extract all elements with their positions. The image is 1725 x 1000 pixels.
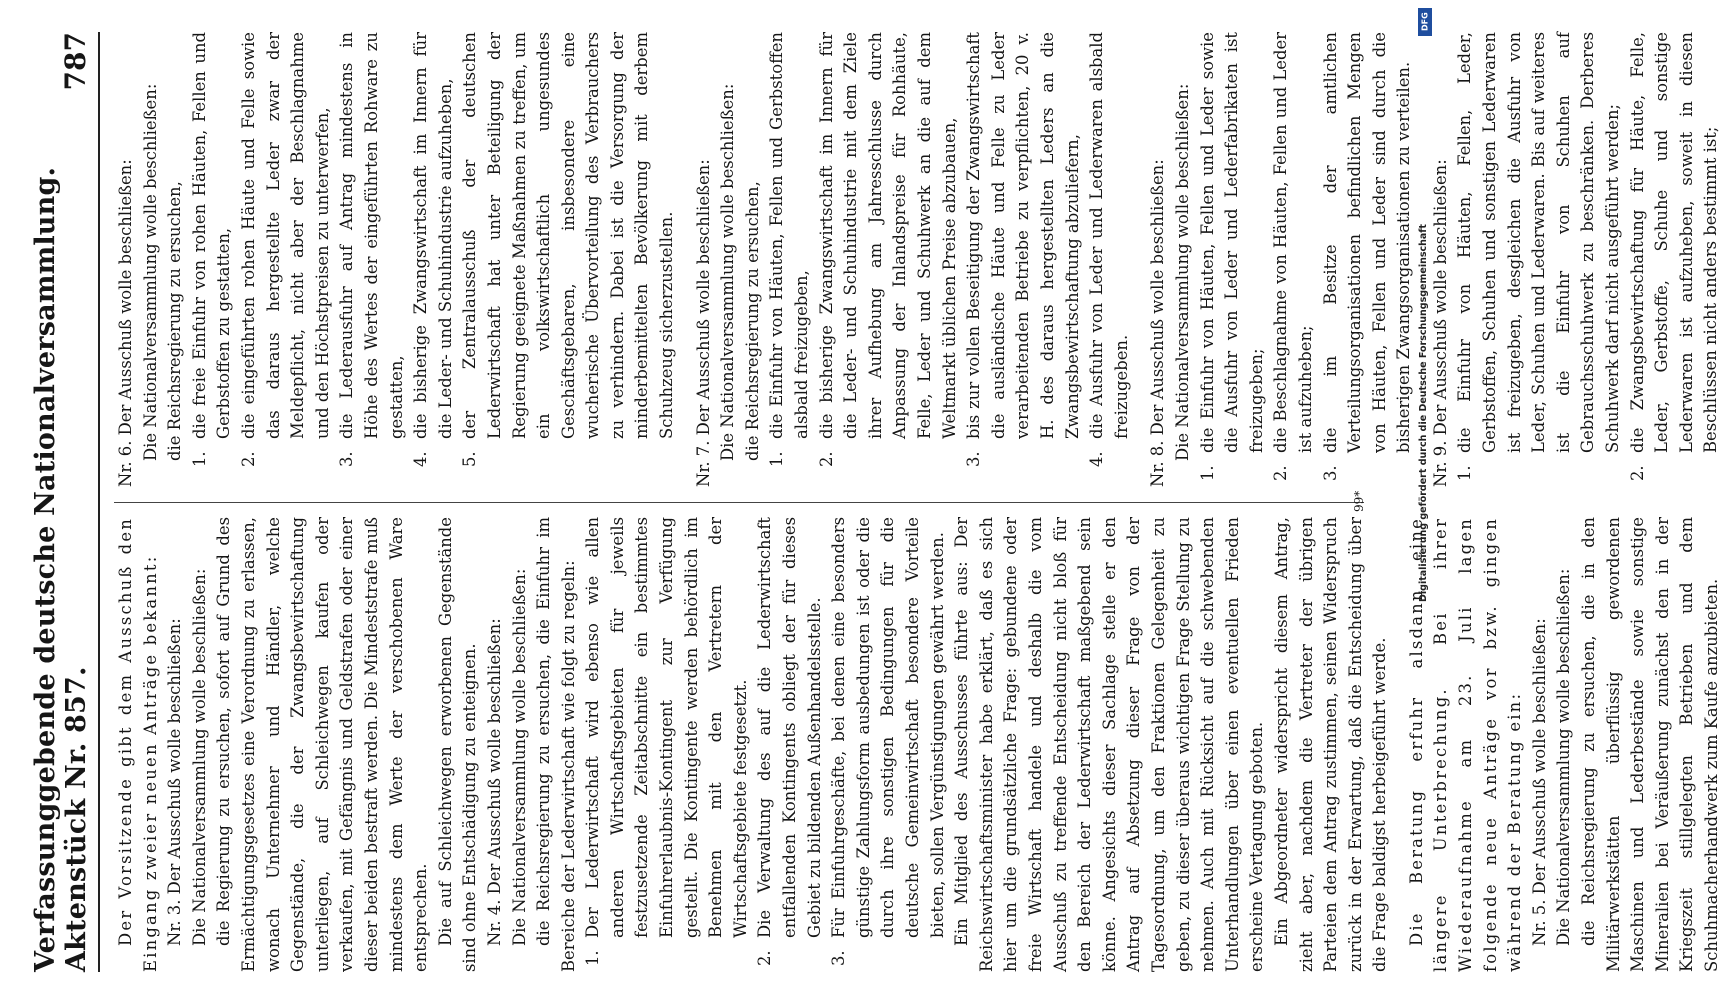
item-text: die eingeführten rohen Häute und Felle sowie das daraus hergestellte Leder zwar der Meldepflicht, nicht aber der Beschlagnahme und den Höchstpreisen zu unterwerfen, xyxy=(238,32,332,439)
motion-sub: Die Nationalversammlung wolle beschließen: xyxy=(140,83,160,461)
motion-nr4-heading xyxy=(483,517,508,972)
item-text: die freie Einfuhr von rohen Häuten, Fellen und Gerbstoffen zu gestatten, xyxy=(189,32,234,439)
motion-label: Nr. 6. xyxy=(116,440,135,487)
list-item xyxy=(409,32,458,487)
motion-text: die Reichsregierung zu ersuchen, die Einfuhr im Bereiche der Lederwirtschaft wie folgt zu regeln: xyxy=(534,517,578,972)
motion-text: die Regierung zu ersuchen, sofort auf Grund des Ermächtigungsgesetzes eine Verordnung zu erlassen, wonach Unternehmer und Händler, welche Gegenstände, die der Zwangsbewirtschaftung unterliegen, auf Schleichwegen kaufen oder verkaufen, mit Gefängnis und Geldstrafen oder einer dieser beiden bestraft werden. Die Mindeststrafe muß mindestens dem Werte der verschobenen Ware entsprechen. xyxy=(214,517,431,972)
item-text: die Einfuhr von Häuten, Fellen und Gerbstoffen alsbald freizugeben, xyxy=(767,32,812,439)
motion-text: die Reichsregierung zu ersuchen, die in den Militärwerkstätten überflüssig gewordenen Maschinen und Lederbestände sowie sonstige Mineralien bei Veräußerung zunächst den in der Kriegszeit stillgelegten Betrieben und dem Schuhmacherhandwerk zum Kaufe anzubieten. xyxy=(1579,517,1721,972)
item-number: 3. xyxy=(964,451,984,467)
left-column xyxy=(114,517,1721,972)
item-text: Der Lederwirtschaft wird ebenso wie allen anderen Wirtschaftsgebieten für jeweils festzusetzende Zeitabschnitte ein bestimmtes Einfuhrerlaubnis-Kontingent zur Verfügung gestellt. Die Kontingente werden behördlich im Benehmen mit den Vertretern der Wirtschaftsgebiete festgesetzt. xyxy=(583,517,750,938)
item-number: 1. xyxy=(583,950,603,966)
item-text: die Ausfuhr von Leder und Lederwaren alsbald freizugeben. xyxy=(1087,32,1131,439)
item-text: Für Einfuhrgeschäfte, bei denen eine besonders günstige Zahlungsform ausbedungen ist oder die durch ihre sonstigen Bedingungen für die deutsche Gemeinwirtschaft besondere Vorteile bieten, sollen Vergünstigungen gewährt werden. xyxy=(829,517,947,938)
item-number: 4. xyxy=(1087,451,1107,467)
motion-label: Nr. 4. xyxy=(484,899,504,946)
list-item xyxy=(815,32,963,487)
motion-sub: Die Nationalversammlung wolle beschließen: xyxy=(509,568,529,946)
motion-text: die Reichsregierung zu ersuchen, xyxy=(742,181,762,461)
motion-sub: Die Nationalversammlung wolle beschließen: xyxy=(718,83,738,461)
discussion-paragraph: Ein Mitglied des Ausschusses führte aus: Der Reichswirtschaftsminister habe erklärt, daß es sich hier um die grundsätzliche Frage: gebundene oder freie Wirtschaft handele und deshalb die vom Ausschuß zu treffende Entscheidung nicht bloß für den Bereich der Lederwirtschaft maßgebend sein könne. Angesichts dieser Sachlage stelle er den Antrag auf Absetzung dieser Frage von der Tagesordnung, um den Fraktionen Gelegenheit zu geben, zu dieser überaus wichtigen Frage Stellung zu nehmen. Auch mit Rücksicht auf die schwebenden Unterhandlungen über einen eventuellen Frieden erscheine Vertagung geboten. xyxy=(952,517,1267,972)
motion-label: Nr. 8. xyxy=(1148,440,1168,487)
motion-sub: Die Nationalversammlung wolle beschließen: xyxy=(1172,83,1192,461)
motion-lead: Der Ausschuß wolle beschließen: xyxy=(1148,159,1168,436)
list-item xyxy=(1269,32,1318,487)
list-item xyxy=(237,32,335,487)
list-item xyxy=(1626,32,1724,487)
list-item xyxy=(1453,32,1625,487)
motion-nr6-heading xyxy=(114,32,139,487)
motion-nr7-heading xyxy=(692,32,717,487)
page-number: 787 xyxy=(59,32,92,91)
list-item xyxy=(1319,32,1417,487)
item-number: 1. xyxy=(189,451,209,467)
item-number: 3. xyxy=(829,950,849,966)
item-number: 2. xyxy=(1271,465,1291,481)
motion-nr3-heading xyxy=(163,517,188,972)
item-number: 2. xyxy=(755,950,775,966)
item-number: 2. xyxy=(816,451,836,467)
discussion-paragraph: Die Beratung erfuhr alsdann eine längere Unterbrechung. Bei ihrer Wiederaufnahme am 23. Juli lagen folgende neue Anträge vor bzw. gingen während der Beratung ein: xyxy=(1406,517,1525,972)
motion-lead: Der Ausschuß wolle beschließen: xyxy=(693,159,713,436)
dfg-logo: DFG xyxy=(1418,8,1432,36)
item-number: 5. xyxy=(460,451,480,467)
motion-label: Nr. 9. xyxy=(1430,440,1450,487)
item-number: 1. xyxy=(1197,465,1217,481)
item-text: die Zwangsbewirtschaftung für Häute, Felle, Leder, Gerbstoffe, Schuhe und sonstige Lederwaren ist aufzuheben, soweit in diesen Beschlüssen nicht anders bestimmt ist; xyxy=(1627,32,1721,453)
column-divider xyxy=(114,502,1364,503)
item-number: 1. xyxy=(767,451,787,467)
page-title: Verfassunggebende deutsche Nationalversammlung. Aktenstück Nr. 857. xyxy=(30,166,92,972)
item-text: die Beschlagnahme von Häuten, Fellen und Leder ist aufzuheben; xyxy=(1271,32,1315,453)
motion-lead: Der Ausschuß wolle beschließen: xyxy=(484,618,504,895)
motion-lead: Der Ausschuß wolle beschließen: xyxy=(1430,159,1450,436)
motion-label: Nr. 7. xyxy=(693,440,713,487)
item-text: der Zentralausschuß der deutschen Lederwirtschaft hat unter Beteiligung der Regierung geeignete Maßnahmen zu treffen, um ein volkswirtschaftlich ungesundes Geschäftsgebaren, insbesondere eine wucherische Übervorteilung des Verbrauchers zu verhindern. Dabei ist die Versorgung der minderbemittelten Bevölkerung mit derbem Schuhzeug sicherzustellen. xyxy=(460,32,677,439)
item-text: die Einfuhr von Häuten, Fellen, Leder, Gerbstoffen, Schuhen und sonstigen Lederwaren ist freizugeben, desgleichen die Ausfuhr von Leder, Schuhen und Lederwaren. Bis auf weiteres ist die Einfuhr von Schuhen auf Gebrauchsschuhwerk zu beschränken. Derberes Schuhwerk darf nicht ausgeführt werden; xyxy=(1455,32,1623,453)
item-number: 1. xyxy=(1455,465,1475,481)
intro-paragraph: Der Vorsitzende gibt dem Ausschuß den Eingang zweier neuen Anträge bekannt: xyxy=(116,517,160,972)
item-number: 2. xyxy=(1627,465,1647,481)
item-text: die Einfuhr von Häuten, Fellen und Leder sowie die Ausfuhr von Leder und Lederfabrikaten ist freizugeben; xyxy=(1197,32,1266,453)
motion-sub: Die Nationalversammlung wolle beschließen: xyxy=(189,568,209,946)
list-item xyxy=(1085,32,1134,487)
motion-label: Nr. 5. xyxy=(1529,899,1549,946)
list-item xyxy=(581,517,753,972)
item-text: die Lederausfuhr auf Antrag mindestens in Höhe des Wertes der eingeführten Rohware zu gestatten, xyxy=(337,32,406,439)
spacer xyxy=(1393,517,1405,972)
spacer xyxy=(680,32,692,487)
motion-text: die Reichsregierung zu ersuchen, xyxy=(165,181,185,461)
list-item xyxy=(188,32,237,487)
motion-text: Die auf Schleichwegen erworbenen Gegenstände sind ohne Entschädigung zu enteignen. xyxy=(435,517,480,972)
credit-text: Digitalisierung gefördert durch die Deutsche Forschungsgemeinschaft xyxy=(1418,224,1429,602)
spacer xyxy=(1134,32,1146,487)
list-item xyxy=(1196,32,1270,487)
list-item xyxy=(827,517,950,972)
item-text: die bisherige Zwangswirtschaft im Innern für die Leder- und Schuhindustrie aufzuheben, xyxy=(411,32,455,439)
motion-nr5-heading xyxy=(1528,517,1553,972)
motion-lead: Der Ausschuß wolle beschließen: xyxy=(116,159,135,436)
motion-sub: Die Nationalversammlung wolle beschließen: xyxy=(1554,568,1574,946)
list-item xyxy=(458,32,679,487)
signature-mark: 99* xyxy=(1352,490,1366,512)
motion-nr8-heading xyxy=(1146,32,1171,487)
item-number: 2. xyxy=(238,451,258,467)
item-number: 3. xyxy=(1320,465,1340,481)
item-text: die im Besitze der amtlichen Verteilungsorganisationen befindlichen Mengen von Häuten, Fellen und Leder sind durch die bisherigen Zwangsorganisationen zu verteilen. xyxy=(1320,32,1414,453)
list-item xyxy=(765,32,814,487)
item-text: bis zur vollen Beseitigung der Zwangswirtschaft die ausländische Häute und Felle zu Leder verarbeitenden Betriebe zu verpflichten, 20 v. H. des daraus hergestellten Leders an die Zwangsbewirtschaftung abzuliefern, xyxy=(964,32,1082,439)
list-item xyxy=(335,32,409,487)
discussion-paragraph: Ein Abgeordneter widerspricht diesem Antrag, zieht aber, nachdem die Vertreter der übrigen Parteien dem Antrag zustimmen, seinen Widerspruch zurück in der Erwartung, daß die Entscheidung über die Frage baldigst herbeigeführt werde. xyxy=(1271,517,1390,972)
motion-lead: Der Ausschuß wolle beschließen: xyxy=(1529,618,1549,895)
item-text: die bisherige Zwangswirtschaft im Innern für die Leder- und Schuhindustrie mit dem Ziele ihrer Aufhebung am Jahresschlusse durch Anpassung der Inlandspreise für Rohhäute, Felle, Leder und Schuhwerk an die auf dem Weltmarkt üblichen Preise abzubauen, xyxy=(816,32,959,439)
motion-lead: Der Ausschuß wolle beschließen: xyxy=(165,618,185,895)
list-item xyxy=(753,517,827,972)
list-item xyxy=(962,32,1085,487)
item-number: 3. xyxy=(337,451,357,467)
motion-label: Nr. 3. xyxy=(165,899,185,946)
page-header xyxy=(30,32,100,972)
item-text: Die Verwaltung des auf die Lederwirtschaft entfallenden Kontingents obliegt der für dieses Gebiet zu bildenden Außenhandelsstelle. xyxy=(755,517,824,938)
item-number: 4. xyxy=(411,451,431,467)
digitization-credit xyxy=(1418,8,1434,602)
